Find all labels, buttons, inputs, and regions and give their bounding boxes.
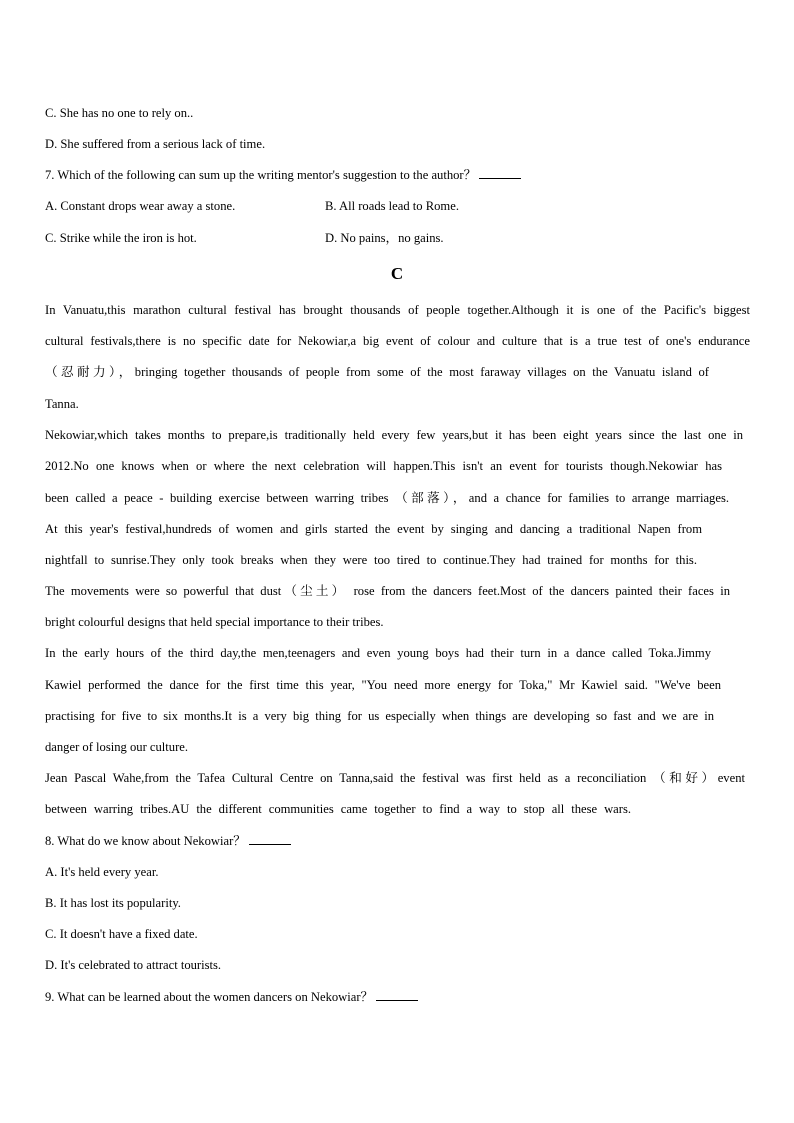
passage-line: The movements were so powerful that dust（尘土） rose from the dancers feet.Most of the dancers painted their faces in xyxy=(45,584,730,598)
answer-blank xyxy=(376,990,418,1001)
option-7b: B. All roads lead to Rome. xyxy=(325,199,459,213)
passage-line: In the early hours of the third day,the men,teenagers and even young boys had their turn in a dance called Toka.Jimmy xyxy=(45,646,711,660)
section-heading: C xyxy=(390,264,404,283)
passage-line: between warring tribes.AU the different communities came together to find a way to stop all these wars. xyxy=(45,802,631,816)
answer-blank xyxy=(479,168,521,179)
passage-line: been called a peace - building exercise between warring tribes （部落），and a chance for families to arrange marriages. xyxy=(45,491,729,505)
passage-line: In Vanuatu,this marathon cultural festival has brought thousands of people together.Although it is one of the Pacific's biggest xyxy=(45,303,750,317)
option-7c: C. Strike while the iron is hot. xyxy=(45,231,197,245)
option-7a: A. Constant drops wear away a stone. xyxy=(45,199,236,213)
option-6c: C. She has no one to rely on.. xyxy=(45,106,194,120)
passage-line: Jean Pascal Wahe,from the Tafea Cultural Centre on Tanna,said the festival was first held as a reconciliation （和好）event xyxy=(45,771,745,785)
passage-line: At this year's festival,hundreds of women and girls started the event by singing and dancing a traditional Napen from xyxy=(45,522,702,536)
passage-line: 2012.No one knows when or where the next celebration will happen.This isn't an event for tourists though.Nekowiar has xyxy=(45,459,722,473)
option-8b: B. It has lost its popularity. xyxy=(45,896,181,910)
option-7d: D. No pains，no gains. xyxy=(325,231,444,245)
option-8a: A. It's held every year. xyxy=(45,865,159,879)
question-8 xyxy=(45,833,291,849)
passage-line: practising for five to six months.It is a very big thing for us especially when things are developing so fast and we are in xyxy=(45,709,714,723)
option-6d: D. She suffered from a serious lack of time. xyxy=(45,137,266,151)
passage-line: Nekowiar,which takes months to prepare,is traditionally held every few years,but it has been eight years since the last one in xyxy=(45,428,743,442)
question-7 xyxy=(45,167,521,183)
passage-line: danger of losing our culture. xyxy=(45,740,189,754)
passage-line: Kawiel performed the dance for the first time this year, "You need more energy for Toka," Mr Kawiel said. "We've been xyxy=(45,678,721,692)
passage-line: bright colourful designs that held special importance to their tribes. xyxy=(45,615,384,629)
passage-line: cultural festivals,there is no specific date for Nekowiar,a big event of colour and culture that is a true test of one's endurance xyxy=(45,334,750,348)
question-9 xyxy=(45,989,418,1005)
option-8d: D. It's celebrated to attract tourists. xyxy=(45,958,222,972)
question-7-stem: 7. Which of the following can sum up the writing mentor's suggestion to the author？ xyxy=(45,168,477,182)
passage-line: nightfall to sunrise.They only took breaks when they were too tired to continue.They had trained for months for this. xyxy=(45,553,697,567)
question-8-stem: 8. What do we know about Nekowiar？ xyxy=(45,834,246,848)
answer-blank xyxy=(249,834,291,845)
option-8c: C. It doesn't have a fixed date. xyxy=(45,927,198,941)
question-9-stem: 9. What can be learned about the women dancers on Nekowiar？ xyxy=(45,990,374,1004)
passage-line: （忍耐力），bringing together thousands of people from some of the most faraway villages on the Vanuatu island of xyxy=(45,365,709,379)
passage-line: Tanna. xyxy=(45,397,79,411)
